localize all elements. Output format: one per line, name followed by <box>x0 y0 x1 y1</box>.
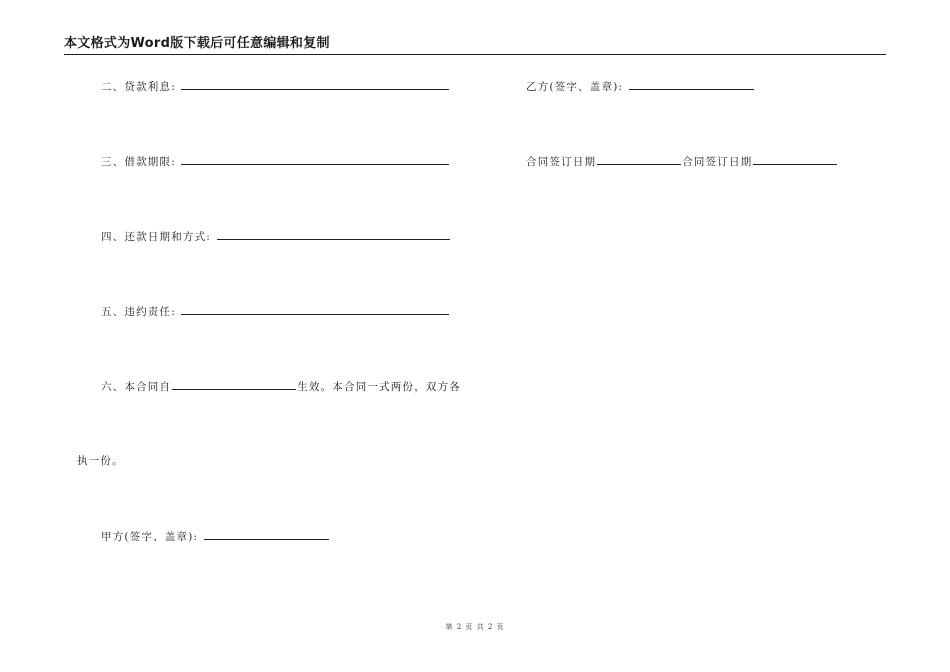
clause-effective-prefix: 六、本合同自 <box>101 381 172 393</box>
sign-date-1-blank[interactable] <box>597 154 681 165</box>
liability-blank[interactable] <box>181 304 449 315</box>
page-number: 第 2 页 共 2 页 <box>445 623 505 631</box>
clause-each-copy-text: 执一份。 <box>77 455 124 467</box>
party-a-blank[interactable] <box>204 529 329 540</box>
page-footer <box>0 622 950 632</box>
clause-each-copy <box>77 454 124 468</box>
sign-date-row <box>526 154 838 169</box>
sign-date-2-label: 合同签订日期 <box>682 156 753 168</box>
party-a-label: 甲方(签字、盖章): <box>101 531 199 543</box>
sign-date-1-label: 合同签订日期 <box>526 156 597 168</box>
term-blank[interactable] <box>181 154 449 165</box>
party-b-signature <box>526 79 755 94</box>
clause-term-label: 三、借款期限: <box>101 156 176 168</box>
effective-date-blank[interactable] <box>172 379 296 390</box>
clause-effective-suffix: 生效。本合同一式两份，双方各 <box>297 381 462 393</box>
repayment-blank[interactable] <box>217 229 450 240</box>
clause-repayment-label: 四、还款日期和方式: <box>101 231 212 243</box>
party-b-label: 乙方(签字、盖章): <box>526 81 624 93</box>
clause-interest-label: 二、贷款利息: <box>101 81 176 93</box>
page-header <box>64 36 886 55</box>
clause-liability <box>101 304 450 319</box>
header-title: 本文格式为Word版下载后可任意编辑和复制 <box>64 36 330 51</box>
clause-term <box>101 154 450 169</box>
clause-effective <box>101 379 461 394</box>
interest-blank[interactable] <box>181 79 449 90</box>
clause-repayment <box>101 229 451 244</box>
sign-date-2-blank[interactable] <box>753 154 837 165</box>
clause-interest <box>101 79 450 94</box>
party-b-blank[interactable] <box>629 79 754 90</box>
clause-liability-label: 五、违约责任: <box>101 306 176 318</box>
party-a-signature <box>101 529 330 544</box>
